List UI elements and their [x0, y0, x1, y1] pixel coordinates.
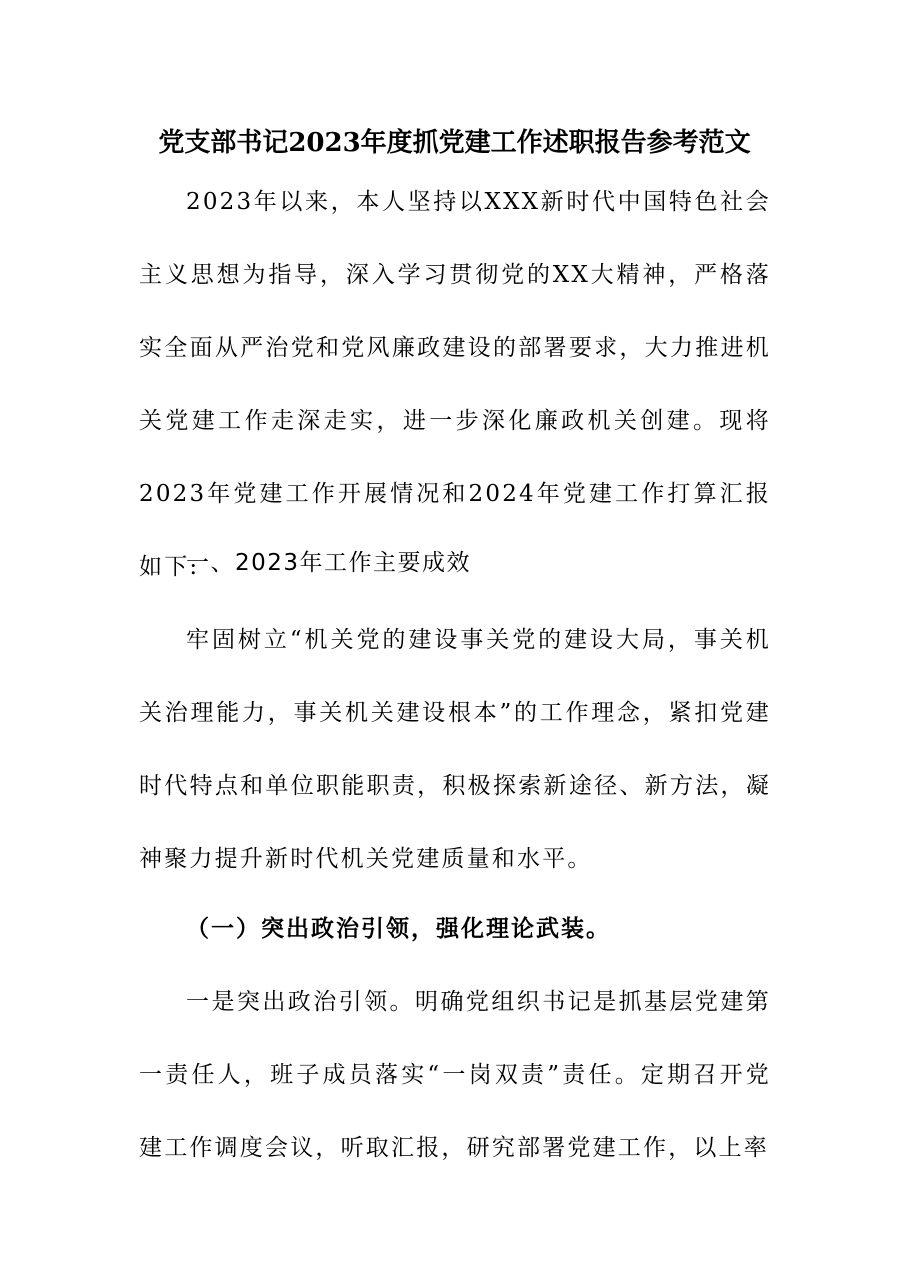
- section-paragraph: 牢固树立“机关党的建设事关党的建设大局，事关机关治理能力，事关机关建设根本”的工作理念，紧扣党建时代特点和单位职能职责，积极探索新途径、新方法，凝神聚力提升新时代机关党建质量和水平。: [139, 627, 771, 872]
- section-heading: 一、2023年工作主要成效: [186, 550, 472, 576]
- subsection-heading: （一）突出政治引领，强化理论武装。: [186, 915, 611, 942]
- intro-paragraph: 2023年以来，本人坚持以XXX新时代中国特色社会主义思想为指导，深入学习贯彻党的XX大精神，严格落实全面从严治党和党风廉政建设的部署要求，大力推进机关党建工作走深走实，进一步深化廉政机关创建。现将2023年党建工作开展情况和2024年党建工作打算汇报如下:: [139, 189, 771, 580]
- subsection-paragraph: 一是突出政治引领。明确党组织书记是抓基层党建第一责任人，班子成员落实“一岗双责”责任。定期召开党建工作调度会议，听取汇报，研究部署党建工作，以上率: [139, 989, 771, 1161]
- document-title: 党支部书记2023年度抓党建工作述职报告参考范文: [158, 128, 751, 158]
